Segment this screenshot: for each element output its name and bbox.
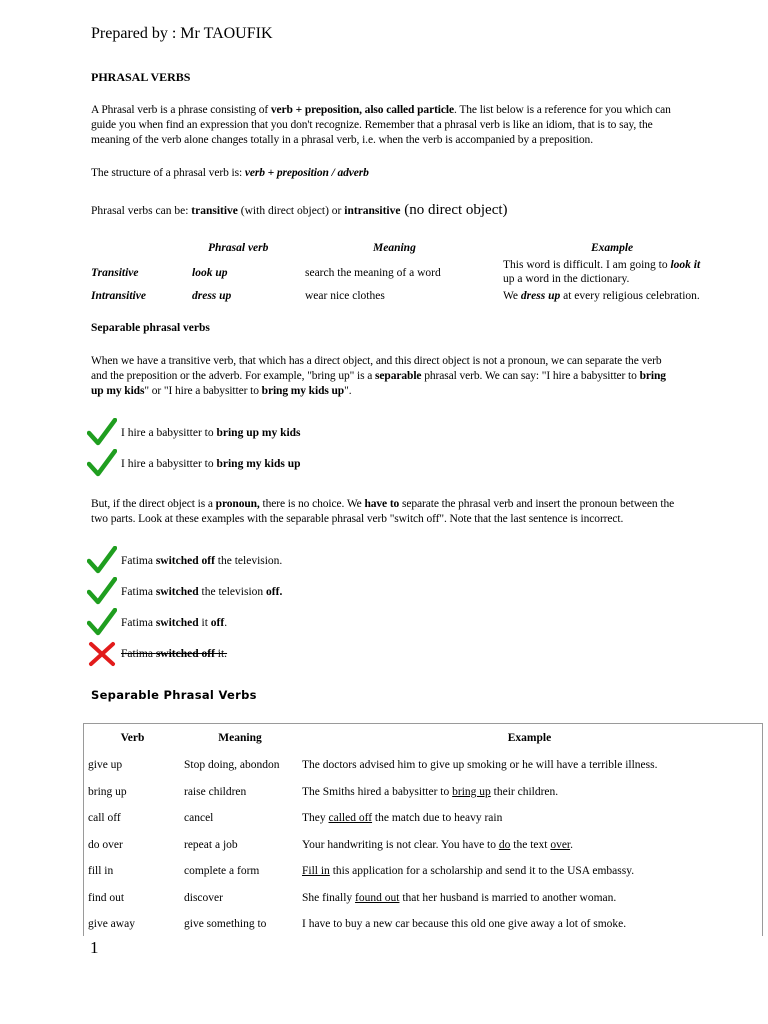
prepared-by-header: Prepared by : Mr TAOUFIK bbox=[91, 25, 273, 42]
meaning-cell: complete a form bbox=[184, 865, 260, 878]
intransitive-term: intransitive bbox=[344, 205, 401, 217]
transitive-term: transitive bbox=[191, 205, 238, 217]
table-row bbox=[84, 805, 760, 832]
cross-icon bbox=[88, 641, 116, 667]
types-row-meaning: search the meaning of a word bbox=[305, 267, 441, 279]
table-row bbox=[84, 832, 760, 859]
example-cell: Fill in this application for a scholarship and send it to the USA embassy. bbox=[302, 865, 635, 878]
intro-text: A Phrasal verb is a phrase consisting of bbox=[91, 104, 271, 116]
intro-bold: verb + preposition, also called particle bbox=[270, 104, 455, 116]
separable-paragraph: When we have a transitive verb, that which has a direct object, and this direct object is not a pronoun, we can separate the verb and the preposition or the adverb. For example, "bring up" is a separable phrasal verb. We can say: "I hire a babysitter to bring up my kids" or "I hire a babysitter to bring my kids up". bbox=[91, 355, 666, 397]
meaning-cell: discover bbox=[184, 891, 223, 904]
phrasal-verbs-table bbox=[83, 723, 763, 936]
intro-line-1 bbox=[91, 103, 747, 118]
types-text: (with direct object) or bbox=[237, 205, 345, 217]
table-header-row bbox=[84, 724, 760, 752]
verb-cell: call off bbox=[88, 812, 121, 825]
section-title: PHRASAL VERBS bbox=[91, 70, 191, 84]
table-row bbox=[84, 752, 760, 779]
fatima-example-3: Fatima switched it off. bbox=[121, 617, 228, 629]
example-cell: I have to buy a new car because this old one give away a lot of smoke. bbox=[302, 918, 627, 931]
verb-cell: give up bbox=[88, 759, 123, 772]
example-cell: They called off the match due to heavy rain bbox=[302, 812, 503, 825]
header-meaning: Meaning bbox=[218, 732, 262, 744]
check-icon bbox=[87, 418, 117, 446]
fatima-example-1: Fatima switched off the television. bbox=[121, 555, 283, 567]
check-icon bbox=[87, 577, 117, 605]
types-line bbox=[91, 201, 508, 220]
intro-text: . The list below is a reference for you which can bbox=[454, 104, 671, 116]
types-row-type: Transitive bbox=[91, 267, 139, 279]
table-row bbox=[84, 885, 760, 912]
table-row bbox=[84, 858, 760, 885]
structure-line bbox=[91, 166, 369, 181]
verb-cell: find out bbox=[88, 891, 125, 904]
types-row-example: We dress up at every religious celebration. bbox=[503, 290, 700, 302]
types-text: Phrasal verbs can be: bbox=[91, 205, 192, 217]
types-row-meaning: wear nice clothes bbox=[305, 290, 385, 302]
pronoun-paragraph: But, if the direct object is a pronoun, there is no choice. We have to separate the phrasal verb and insert the pronoun between the two parts. Look at these examples with the separable phrasal verb "switch off". Note that the last sentence is incorrect. bbox=[91, 498, 675, 525]
types-row-type: Intransitive bbox=[91, 290, 146, 302]
intro-paragraph bbox=[91, 103, 747, 148]
meaning-cell: cancel bbox=[184, 812, 214, 825]
example-cell: The doctors advised him to give up smoking or he will have a terrible illness. bbox=[302, 759, 658, 772]
meaning-cell: raise children bbox=[184, 785, 247, 798]
header-verb: Verb bbox=[120, 732, 145, 744]
intro-line-2: guide you when find an expression that you don't recognize. Remember that a phrasal verb is like an idiom, that is to say, the bbox=[91, 119, 653, 131]
verb-cell: fill in bbox=[88, 865, 114, 878]
page-number: 1 bbox=[90, 938, 99, 957]
check-icon bbox=[87, 546, 117, 574]
fatima-example-incorrect: Fatima switched off it. bbox=[121, 648, 228, 660]
intro-line-3: meaning of the verb alone changes totally in a phrasal verb, i.e. when the verb is accompanied by a preposition. bbox=[91, 134, 593, 146]
verb-cell: bring up bbox=[88, 785, 127, 798]
header-example: Example bbox=[507, 732, 552, 744]
separable-title: Separable phrasal verbs bbox=[91, 322, 210, 334]
types-header-meaning: Meaning bbox=[373, 242, 416, 254]
meaning-cell: give something to bbox=[184, 918, 267, 931]
fatima-example-2: Fatima switched the television off. bbox=[121, 586, 283, 598]
check-icon bbox=[87, 608, 117, 636]
types-row-verb: look up bbox=[192, 267, 228, 279]
example-sentence: I hire a babysitter to bring up my kids bbox=[121, 427, 301, 439]
verb-cell: do over bbox=[88, 838, 123, 851]
example-sentence: I hire a babysitter to bring my kids up bbox=[121, 458, 301, 470]
types-row-example: This word is difficult. I am going to look it up a word in the dictionary. bbox=[503, 259, 701, 285]
check-icon bbox=[87, 449, 117, 477]
example-cell: She finally found out that her husband is married to another woman. bbox=[302, 891, 617, 904]
example-cell: Your handwriting is not clear. You have to do the text over. bbox=[302, 838, 573, 851]
list-title: Separable Phrasal Verbs bbox=[91, 688, 257, 702]
structure-formula: verb + preposition / adverb bbox=[244, 167, 369, 179]
verb-cell: give away bbox=[88, 918, 135, 931]
no-direct-object-text: (no direct object) bbox=[400, 202, 508, 218]
table-row bbox=[84, 779, 760, 806]
meaning-cell: Stop doing, abondon bbox=[184, 759, 280, 772]
example-cell: The Smiths hired a babysitter to bring up their children. bbox=[302, 785, 559, 798]
types-row-verb: dress up bbox=[192, 290, 232, 302]
structure-text: The structure of a phrasal verb is: bbox=[91, 167, 245, 179]
types-header-example: Example bbox=[591, 242, 634, 254]
meaning-cell: repeat a job bbox=[184, 838, 238, 851]
table-row bbox=[84, 911, 760, 938]
types-header-phrasal-verb: Phrasal verb bbox=[208, 242, 269, 254]
